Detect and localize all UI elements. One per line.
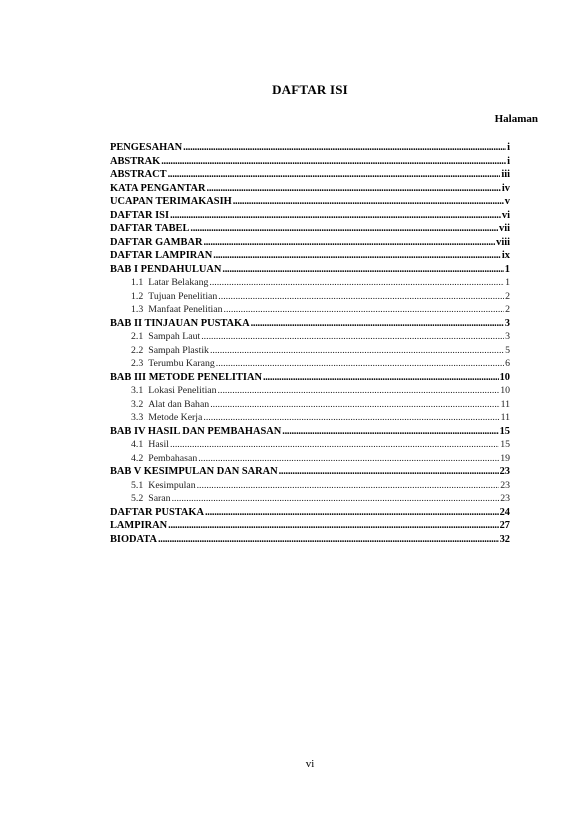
toc-entry bbox=[110, 249, 510, 263]
page-title: DAFTAR ISI bbox=[272, 82, 348, 97]
toc-entry-label: Lokasi Penelitian bbox=[148, 385, 217, 396]
toc-subentry bbox=[110, 276, 510, 290]
toc-dot-leader bbox=[224, 303, 505, 317]
toc-entry bbox=[110, 141, 510, 155]
toc-entry-number: 5.1 bbox=[131, 479, 144, 491]
toc-dot-leader bbox=[170, 209, 501, 223]
toc-entry-page: 11 bbox=[500, 412, 510, 423]
toc-dot-leader bbox=[209, 276, 504, 290]
toc-dot-leader bbox=[282, 425, 498, 439]
toc-dot-leader bbox=[222, 263, 503, 277]
toc-subentry bbox=[110, 492, 510, 506]
toc-subentry bbox=[110, 344, 510, 358]
toc-entry-page: 10 bbox=[500, 385, 510, 396]
toc-dot-leader bbox=[170, 438, 499, 452]
toc-entry-label: BAB V KESIMPULAN DAN SARAN bbox=[110, 466, 278, 477]
toc-entry-page: 2 bbox=[505, 304, 510, 315]
toc-dot-leader bbox=[172, 492, 500, 506]
toc-entry-number: 2.1 bbox=[131, 331, 144, 342]
toc-entry-page: 6 bbox=[505, 358, 510, 369]
toc-entry-number: 3.2 bbox=[131, 398, 144, 410]
toc-entry-label: DAFTAR LAMPIRAN bbox=[110, 250, 213, 261]
toc-entry-page: 15 bbox=[500, 439, 510, 450]
toc-entry bbox=[110, 533, 510, 547]
toc-dot-leader bbox=[210, 398, 499, 412]
toc-entry-page: 19 bbox=[500, 452, 510, 464]
toc-entry-label: Tujuan Penelitian bbox=[148, 290, 218, 302]
toc-entry-number: 3.1 bbox=[131, 385, 144, 396]
toc-entry-page: ix bbox=[501, 250, 510, 261]
toc-dot-leader bbox=[203, 411, 499, 425]
toc-entry bbox=[110, 182, 510, 196]
toc-entry-number: 4.2 bbox=[131, 452, 144, 464]
toc-entry-page: 3 bbox=[505, 331, 510, 342]
toc-entry-label: DAFTAR PUSTAKA bbox=[110, 506, 204, 518]
toc-entry-number: 4.1 bbox=[131, 439, 144, 450]
toc-entry-label: BAB III METODE PENELITIAN bbox=[110, 371, 262, 383]
toc-entry-page: i bbox=[507, 142, 510, 153]
toc-dot-leader bbox=[158, 533, 499, 547]
toc-entry-number: 3.3 bbox=[131, 412, 144, 423]
toc-entry-number: 2.2 bbox=[131, 344, 144, 356]
toc-entry-page: 2 bbox=[505, 290, 510, 302]
toc-entry-label: Kesimpulan bbox=[148, 479, 196, 491]
toc-entry-number: 1.1 bbox=[131, 277, 144, 288]
toc-subentry bbox=[110, 384, 510, 398]
toc-entry bbox=[110, 465, 510, 479]
toc-dot-leader bbox=[205, 506, 499, 520]
toc-dot-leader bbox=[263, 371, 499, 385]
toc-entry-label: BIODATA bbox=[110, 533, 157, 545]
toc-entry-page: 23 bbox=[499, 466, 510, 477]
toc-entry-label: Alat dan Bahan bbox=[148, 398, 210, 410]
toc-subentry bbox=[110, 290, 510, 304]
toc-subentry bbox=[110, 438, 510, 452]
toc-entry-number: 1.2 bbox=[131, 290, 144, 302]
toc-dot-leader bbox=[251, 317, 504, 331]
toc-dot-leader bbox=[210, 344, 504, 358]
toc-entry bbox=[110, 222, 510, 236]
toc-entry bbox=[110, 195, 510, 209]
toc-entry-label: LAMPIRAN bbox=[110, 520, 168, 531]
toc-entry-label: PENGESAHAN bbox=[110, 142, 183, 153]
toc-dot-leader bbox=[161, 155, 506, 169]
toc-entry bbox=[110, 155, 510, 169]
toc-entry bbox=[110, 263, 510, 277]
toc-entry-page: 1 bbox=[504, 263, 510, 275]
toc-entry-label: Sampah Plastik bbox=[148, 344, 209, 356]
toc-entry-page: 3 bbox=[504, 317, 510, 329]
footer-page-number: vi bbox=[305, 758, 315, 770]
toc-dot-leader bbox=[216, 357, 504, 371]
toc-entry-page: 23 bbox=[500, 493, 510, 504]
toc-entry-label: UCAPAN TERIMAKASIH bbox=[110, 196, 232, 207]
toc-entry-page: 15 bbox=[499, 425, 510, 437]
toc-subentry bbox=[110, 357, 510, 371]
toc-dot-leader bbox=[203, 236, 495, 250]
toc-entry bbox=[110, 425, 510, 439]
toc-dot-leader bbox=[218, 384, 500, 398]
toc-dot-leader bbox=[279, 465, 499, 479]
toc-entry-number: 2.3 bbox=[131, 358, 144, 369]
toc-entry-page: 27 bbox=[499, 520, 510, 531]
toc-dot-leader bbox=[168, 168, 501, 182]
toc-entry-label: Terumbu Karang bbox=[148, 358, 215, 369]
toc-entry-number: 5.2 bbox=[131, 493, 144, 504]
toc-dot-leader bbox=[197, 479, 500, 493]
toc-entry-page: 1 bbox=[505, 277, 510, 288]
toc-entry-page: v bbox=[504, 196, 510, 207]
toc-entry-label: Manfaat Penelitian bbox=[148, 304, 223, 315]
toc-entry-label: DAFTAR ISI bbox=[110, 209, 169, 221]
toc-entry-label: BAB I PENDAHULUAN bbox=[110, 263, 222, 275]
toc-subentry bbox=[110, 398, 510, 412]
toc-entry-page: vii bbox=[499, 223, 510, 234]
toc-entry-label: DAFTAR GAMBAR bbox=[110, 236, 203, 248]
toc-entry-page: 5 bbox=[505, 344, 510, 356]
toc-entry-label: Latar Belakang bbox=[148, 277, 209, 288]
toc-entry-label: Pembahasan bbox=[148, 452, 198, 464]
toc-entry-label: Metode Kerja bbox=[148, 412, 203, 423]
toc-dot-leader bbox=[198, 452, 499, 466]
toc-entry bbox=[110, 236, 510, 250]
page-column-label: Halaman bbox=[494, 113, 538, 125]
toc-entry-page: 11 bbox=[500, 398, 510, 410]
toc-dot-leader bbox=[213, 249, 501, 263]
toc-subentry bbox=[110, 452, 510, 466]
toc-entry-number: 1.3 bbox=[131, 304, 144, 315]
toc-entry bbox=[110, 168, 510, 182]
toc-entry bbox=[110, 317, 510, 331]
toc-subentry bbox=[110, 479, 510, 493]
toc-entry-page: 32 bbox=[499, 533, 510, 545]
toc-entry-page: iv bbox=[501, 182, 510, 194]
toc-entry-label: Saran bbox=[148, 493, 171, 504]
toc-entry-label: Hasil bbox=[148, 439, 169, 450]
table-of-contents bbox=[110, 141, 510, 546]
toc-entry bbox=[110, 506, 510, 520]
toc-entry-label: DAFTAR TABEL bbox=[110, 223, 190, 234]
toc-entry bbox=[110, 209, 510, 223]
toc-entry-label: Sampah Laut bbox=[148, 331, 201, 342]
toc-entry-page: i bbox=[507, 155, 510, 167]
toc-subentry bbox=[110, 411, 510, 425]
toc-entry-label: BAB II TINJAUAN PUSTAKA bbox=[110, 317, 250, 329]
toc-dot-leader bbox=[207, 182, 501, 196]
toc-entry-label: KATA PENGANTAR bbox=[110, 182, 206, 194]
toc-entry bbox=[110, 371, 510, 385]
toc-entry-page: 10 bbox=[499, 371, 510, 383]
toc-subentry bbox=[110, 330, 510, 344]
toc-entry-page: vi bbox=[501, 209, 510, 221]
toc-entry bbox=[110, 519, 510, 533]
toc-dot-leader bbox=[201, 330, 504, 344]
toc-dot-leader bbox=[218, 290, 504, 304]
toc-entry-label: ABSTRAK bbox=[110, 155, 161, 167]
toc-dot-leader bbox=[233, 195, 504, 209]
toc-dot-leader bbox=[183, 141, 506, 155]
toc-entry-page: viii bbox=[496, 236, 510, 248]
toc-entry-label: ABSTRACT bbox=[110, 169, 167, 180]
toc-entry-label: BAB IV HASIL DAN PEMBAHASAN bbox=[110, 425, 282, 437]
toc-entry-page: iii bbox=[501, 169, 510, 180]
toc-entry-page: 24 bbox=[499, 506, 510, 518]
toc-dot-leader bbox=[190, 222, 498, 236]
toc-dot-leader bbox=[168, 519, 498, 533]
toc-entry-page: 23 bbox=[500, 479, 510, 491]
toc-subentry bbox=[110, 303, 510, 317]
